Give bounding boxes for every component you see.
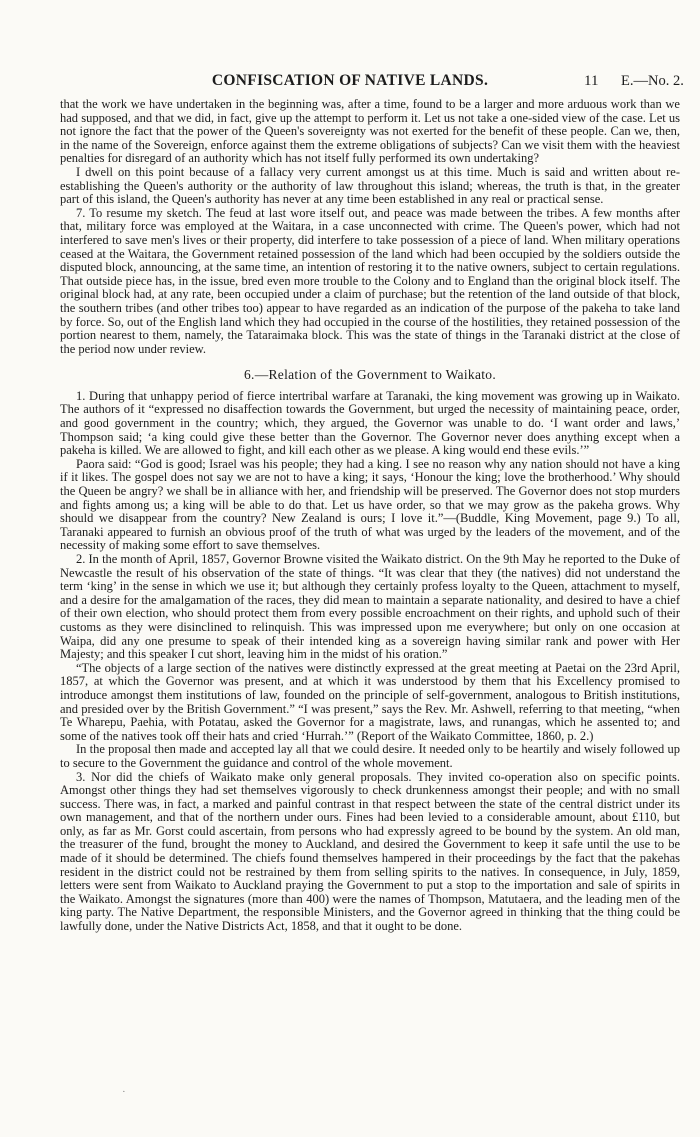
page-speck: ·	[122, 1086, 126, 1098]
paragraph: 2. In the month of April, 1857, Governor Browne visited the Waikato district. On the 9th May he reported to the Duke of Newcastle the result of his observation of the state of things. “It was clear that they (the natives) did not understand the term ‘king’ in the sense in which we use it; but although they certainly profess loyalty to the Queen, attachment to myself, and a desire for the amalgamation of the races, they did mean to maintain a separate nationality, and desired to have a chief of their own election, who should protect them from every possible encroachment on their rights, and uphold such of their customs as they were disinclined to relinquish. This was impressed upon me everywhere; but only on one occasion at Waipa, did any one presume to speak of their intended king as a sovereign having similar rank and power with Her Majesty; and this speaker I cut short, leaving him in the midst of his oration.”	[60, 552, 680, 662]
paragraph: 3. Nor did the chiefs of Waikato make only general proposals. They invited co-operation also on specific points. Amongst other things they had set themselves vigorously to check drunkenness amongst their people; and with no small success. There was, in fact, a marked and painful contrast in that respect between the state of the central district under its own management, and that of the northern under ours. Fines had been levied to a considerable amount, about £110, but only, as far as Mr. Gorst could ascertain, from persons who had expressly agreed to be bound by the system. An old man, the treasurer of the fund, brought the money to Auckland, and desired the Government to keep it safe until the use to be made of it should be determined. The chiefs found themselves hampered in their proceedings by the fact that the pakehas resident in the district could not be restrained by them from selling spirits to the natives. In consequence, in July, 1859, letters were sent from Waikato to Auckland praying the Government to put a stop to the importation and sale of spirits in the Waikato. Amongst the signatures (more than 400) were the names of Thompson, Matutaera, and the leading men of the king party. The Native Department, the responsible Ministers, and the Governor agreed in thinking that the thing could be lawfully done, under the Native Districts Act, 1858, and that it ought to be done.	[60, 769, 680, 934]
document-reference: E.—No. 2.	[621, 73, 684, 89]
section-heading: 6.—Relation of the Government to Waikato.	[243, 367, 497, 383]
page-title: CONFISCATION OF NATIVE LANDS.	[211, 72, 489, 89]
paragraph: I dwell on this point because of a fallacy very current amongst us at this time. Much is said and written about re-establishing the Queen's authority or the authority of law throughout this island; whereas, the truth is that, in the greater part of this island, the Queen's authority has never at any time been established in any real or practical sense.	[60, 164, 680, 207]
paragraph: “The objects of a large section of the natives were distinctly expressed at the great meeting at Paetai on the 23rd April, 1857, at which the Governor was present, and at which it was understood by them that his Excellency promised to introduce amongst them institutions of law, founded on the principle of self-government, analogous to British institutions, and presided over by the British Government.” “I was present,” says the Rev. Mr. Ashwell, referring to that meeting, “when Te Wharepu, Paehia, with Potatau, asked the Governor for a magistrate, laws, and runangas, which he assented to; and some of the natives took off their hats and cried ‘Hurrah.’” (Report of the Waikato Committee, 1860, p. 2.)	[60, 660, 680, 743]
document-body	[60, 98, 680, 934]
paragraph: Paora said: “God is good; Israel was his people; they had a king. I see no reason why any nation should not have a king if it likes. The gospel does not say we are not to have a king; it says, ‘Honour the king; love the brotherhood.’ Why should the Queen be angry? we shall be in alliance with her, and friendship will be preserved. The Governor does not stop murders and fights among us; a king will be able to do that. Let us have order, so that we may grow as the pakeha grows. Why should we disappear from the country? New Zealand is ours; I love it.”—(Buddle, King Movement, page 9.) To all, Taranaki appeared to furnish an obvious proof of the truth of what was urged by the leaders of the movement, and of the necessity of making some effort to save themselves.	[60, 456, 680, 553]
paragraph: that the work we have undertaken in the beginning was, after a time, found to be a larger and more arduous work than we had supposed, and that we did, in fact, give up the attempt to perform it. Let us not take a one-sided view of the case. Let us not ignore the fact that the power of the Queen's sovereignty was not exerted for the benefit of these people. Can we, then, in the name of the Sovereign, enforce against them the extreme obligations of subjects? Can we visit them with the heaviest penalties for disregard of an authority which has not itself fully performed its own undertaking?	[60, 97, 680, 166]
page-number: 11	[584, 73, 599, 89]
paragraph: 7. To resume my sketch. The feud at last wore itself out, and peace was made between the tribes. A few months after that, military force was employed at the Waitara, in a case unconnected with crime. The Queen's power, which had not interfered to save men's lives or their property, did interfere to take possession of a piece of land. When military operations ceased at the Waitara, the Government retained possession of the land which had been occupied by the soldiers outside the disputed block, announcing, at the same time, an intention of restoring it to the native owners, subject to certain regulations. That outside piece has, in the issue, bred even more trouble to the Colony and to England than the original block itself. The original block had, at any rate, been occupied under a claim of purchase; but the retention of the land outside of that block, the southern tribes (and other tribes too) appear to have regarded as an indication of the purpose of the pakeha to take land by force. So, out of the English land which they had occupied in the course of the hostilities, they retained possession of the portion nearest to them, namely, the Tataraimaka block. This was the state of things in the Taranaki district at the close of the period now under review.	[60, 205, 680, 356]
page-header	[0, 72, 700, 94]
paragraph: In the proposal then made and accepted lay all that we could desire. It needed only to be heartily and wisely followed up to secure to the Government the guidance and control of the whole movement.	[60, 742, 680, 770]
paragraph: 1. During that unhappy period of fierce intertribal warfare at Taranaki, the king movement was growing up in Waikato. The authors of it “expressed no disaffection towards the Government, but urged the necessity of maintaining peace, order, and good government in the country; which, they argued, the Governor was unable to do. ‘I want order and laws,’ Thompson said; ‘a king could give these better than the Governor. The Governor never does anything except when a pakeha is killed. We are allowed to fight, and kill each other as we please. A king would end these evils.’”	[60, 388, 680, 458]
